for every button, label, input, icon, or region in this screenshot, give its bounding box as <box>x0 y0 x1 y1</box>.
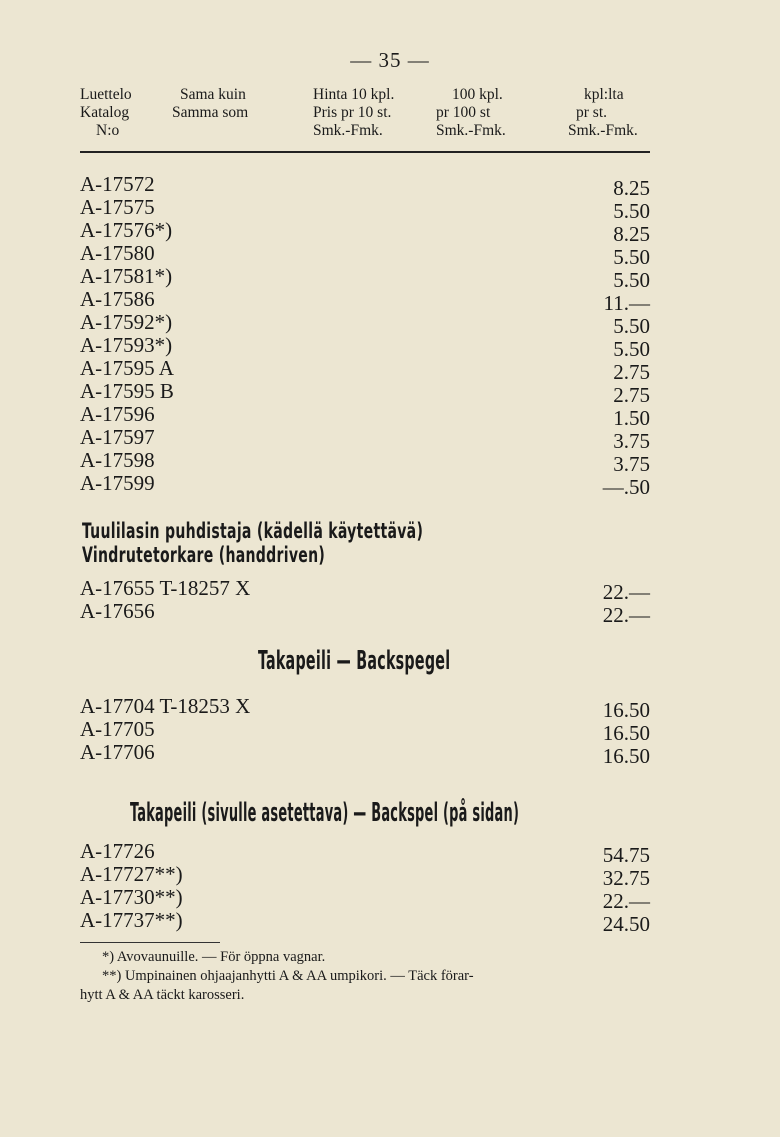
item-price: 11.— <box>603 291 650 315</box>
list-item <box>80 599 650 627</box>
column-header-line: Sama kuin <box>180 86 246 103</box>
list-item <box>80 717 650 745</box>
column-header-line: Samma som <box>172 104 249 121</box>
item-code: A-17576*) <box>80 218 173 242</box>
item-code: A-17586 <box>80 287 155 311</box>
column-header-line: Pris pr 10 st. <box>313 104 392 121</box>
item-code: A-17597 <box>80 425 155 449</box>
item-code: A-17704 T-18253 X <box>80 694 251 718</box>
item-code: A-17595 B <box>80 379 174 403</box>
list-item <box>80 694 650 722</box>
item-price: 5.50 <box>613 314 650 338</box>
item-code: A-17572 <box>80 172 155 196</box>
footnote: **) Umpinainen ohjaajanhytti A & AA umpikori. — Täck förar- <box>102 968 474 984</box>
column-header-same-as <box>172 86 248 122</box>
list-item <box>80 576 650 604</box>
column-header-line: pr st. <box>576 104 607 121</box>
item-code: A-17598 <box>80 448 155 472</box>
item-price: 8.25 <box>613 176 650 200</box>
list-item <box>80 356 650 384</box>
column-header-catalog <box>80 86 132 140</box>
item-price: 54.75 <box>602 843 650 867</box>
item-code: A-17593*) <box>80 333 173 357</box>
item-price: 2.75 <box>613 360 650 384</box>
item-price: 16.50 <box>602 721 650 745</box>
item-price: —.50 <box>602 475 650 499</box>
column-header-line: Smk.-Fmk. <box>313 122 383 139</box>
item-code: A-17727**) <box>80 862 183 886</box>
section-heading: Takapeili (sivulle asetettava) — Backspel (på sidan) <box>130 798 520 829</box>
item-code: A-17596 <box>80 402 155 426</box>
list-item <box>80 379 650 407</box>
item-price: 22.— <box>602 603 650 627</box>
item-price: 3.75 <box>613 452 650 476</box>
list-item <box>80 172 650 200</box>
item-price: 3.75 <box>613 429 650 453</box>
list-item <box>80 402 650 430</box>
item-price: 5.50 <box>613 199 650 223</box>
item-code: A-17706 <box>80 740 155 764</box>
section-heading: Takapeili — Backspegel <box>258 646 451 677</box>
item-code: A-17737**) <box>80 908 183 932</box>
item-price: 32.75 <box>602 866 650 890</box>
footnote-divider <box>80 942 220 943</box>
list-item <box>80 241 650 269</box>
section-heading-fi: Tuulilasin puhdistaja (kädellä käytettävä) <box>82 519 424 545</box>
item-price: 8.25 <box>613 222 650 246</box>
list-item <box>80 448 650 476</box>
list-item <box>80 862 650 890</box>
item-price: 22.— <box>602 580 650 604</box>
column-header-price-10 <box>313 86 394 140</box>
item-code: A-17730**) <box>80 885 183 909</box>
column-header-line: N:o <box>96 122 120 139</box>
column-header-line: Luettelo <box>80 86 132 103</box>
column-header-line: Hinta 10 kpl. <box>313 86 395 103</box>
list-item <box>80 471 650 499</box>
list-item <box>80 287 650 315</box>
item-price: 5.50 <box>613 245 650 269</box>
item-price: 16.50 <box>602 698 650 722</box>
item-price: 24.50 <box>602 912 650 936</box>
list-item <box>80 195 650 223</box>
page-number: — 35 — <box>350 48 430 72</box>
list-item <box>80 310 650 338</box>
item-code: A-17705 <box>80 717 155 741</box>
list-item <box>80 218 650 246</box>
item-code: A-17599 <box>80 471 155 495</box>
footnote: hytt A & AA täckt karosseri. <box>80 987 245 1003</box>
item-code: A-17592*) <box>80 310 173 334</box>
list-item <box>80 908 650 936</box>
item-price: 5.50 <box>613 337 650 361</box>
list-item <box>80 740 650 768</box>
item-code: A-17581*) <box>80 264 173 288</box>
item-price: 22.— <box>602 889 650 913</box>
column-header-line: Smk.-Fmk. <box>568 122 638 139</box>
list-item <box>80 264 650 292</box>
footnote: *) Avovaunuille. — För öppna vagnar. <box>102 949 326 965</box>
column-header-line: Smk.-Fmk. <box>436 122 506 139</box>
item-price: 5.50 <box>613 268 650 292</box>
item-code: A-17726 <box>80 839 155 863</box>
list-item <box>80 839 650 867</box>
item-code: A-17656 <box>80 599 155 623</box>
list-item <box>80 885 650 913</box>
column-header-line: Katalog <box>80 104 130 121</box>
item-code: A-17595 A <box>80 356 174 380</box>
item-code: A-17575 <box>80 195 155 219</box>
item-price: 16.50 <box>602 744 650 768</box>
column-header-line: 100 kpl. <box>452 86 503 103</box>
section-heading-sv: Vindrutetorkare (handdriven) <box>82 543 326 569</box>
column-header-price-each <box>560 86 638 140</box>
list-item <box>80 333 650 361</box>
column-header-line: kpl:lta <box>584 86 624 103</box>
item-code: A-17580 <box>80 241 155 265</box>
column-header-price-100 <box>436 86 506 140</box>
item-price: 2.75 <box>613 383 650 407</box>
item-code: A-17655 T-18257 X <box>80 576 251 600</box>
list-item <box>80 425 650 453</box>
column-header-line: pr 100 st <box>436 104 491 121</box>
item-price: 1.50 <box>613 406 650 430</box>
footnotes <box>80 948 650 1005</box>
header-rule <box>80 151 650 153</box>
